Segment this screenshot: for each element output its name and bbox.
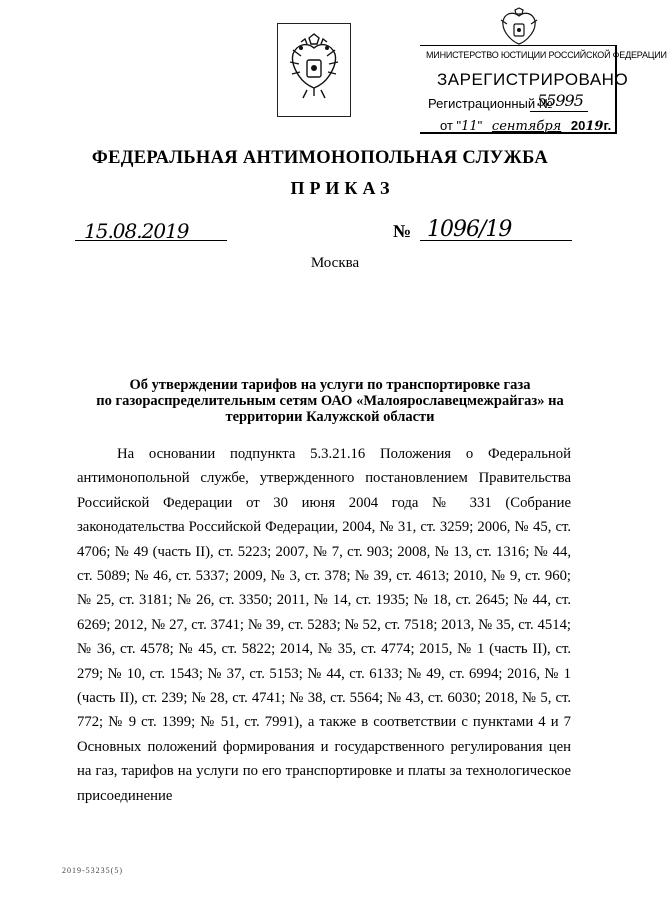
stamp-date-prefix: от ": [440, 118, 462, 133]
document-type: ПРИКАЗ: [290, 178, 395, 198]
stamp-date-mid: ": [477, 118, 483, 133]
order-number: 1096/19: [427, 217, 512, 242]
stamp-date-year-suffix: г.: [603, 118, 612, 133]
footer-registration-mark: 2019-53235(5): [62, 866, 123, 875]
stamp-date-day: 11: [461, 119, 478, 134]
city-name: Москва: [310, 255, 360, 271]
document-title: [80, 377, 580, 425]
stamp-ministry-name: МИНИСТЕРСТВО ЮСТИЦИИ РОССИЙСКОЙ ФЕДЕРАЦИИ: [426, 50, 667, 60]
stamp-registration-underline: [530, 111, 588, 112]
order-date-underline: [75, 240, 227, 241]
double-headed-eagle-icon: [287, 34, 341, 104]
order-date: 15.08.2019: [84, 219, 189, 243]
document-title-line-1: Об утверждении тарифов на услуги по транспортировке газа: [129, 377, 531, 393]
stamp-date-year: 19: [585, 119, 604, 134]
stamp-registration-number: 55995: [537, 91, 583, 110]
document-title-line-2: по газораспределительным сетям ОАО «Малоярославецмежрайгаз» на: [96, 393, 564, 409]
body-paragraph: На основании подпункта 5.3.21.16 Положения о Федеральной антимонопольной службе, утвержденного постановлением Правительства Российской Федерации от 30 июня 2004 года № 331 (Собрание законодательства Российской Федерации, 2004, № 31, ст. 3259; 2006, № 45, ст. 4706; № 49 (часть II), ст. 5223; 2007, № 7, ст. 903; 2008, № 13, ст. 1316; № 44, ст. 5089; № 46, ст. 5337; 2009, № 3, ст. 378; № 39, ст. 4613; 2010, № 9, ст. 960; № 25, ст. 3181; № 26, ст. 3350; 2011, № 14, ст. 1935; № 18, ст. 2645; № 44, ст. 6269; 2012, № 27, ст. 3741; № 39, ст. 5283; № 52, ст. 7518; 2013, № 35, ст. 4514; № 36, ст. 4578; № 45, ст. 5822; 2014, № 35, ст. 4774; 2015, № 1 (часть II), ст. 279; № 10, ст. 1543; № 37, ст. 5153; № 44, ст. 6133; № 49, ст. 6994; 2016, № 1 (часть II), ст. 239; № 28, ст. 4741; № 38, ст. 5564; № 43, ст. 6030; 2018, № 5, ст. 772; № 9 ст. 1399; № 51, ст. 7991), а также в соответствии с пунктами 4 и 7 Основных положений формирования и государственного регулирования цен на газ, тарифов на услуги по его транспортировке и платы за технологическое присоединение: [77, 446, 571, 804]
document-title-line-3: территории Калужской области: [225, 409, 435, 425]
order-number-underline: [420, 240, 572, 241]
stamp-registration-number-label: Регистрационный №: [428, 96, 553, 111]
order-number-sign: №: [393, 221, 412, 241]
stamp-date: [440, 118, 611, 134]
document-body: [77, 442, 571, 808]
stamp-date-month: сентября: [491, 119, 562, 134]
stamp-registered-label: ЗАРЕГИСТРИРОВАНО: [437, 70, 629, 89]
state-emblem-frame: [277, 23, 351, 117]
agency-name: ФЕДЕРАЛЬНАЯ АНТИМОНОПОЛЬНАЯ СЛУЖБА: [91, 148, 549, 168]
stamp-date-year-prefix: 20: [570, 118, 586, 133]
stamp-emblem-icon: [499, 8, 539, 53]
